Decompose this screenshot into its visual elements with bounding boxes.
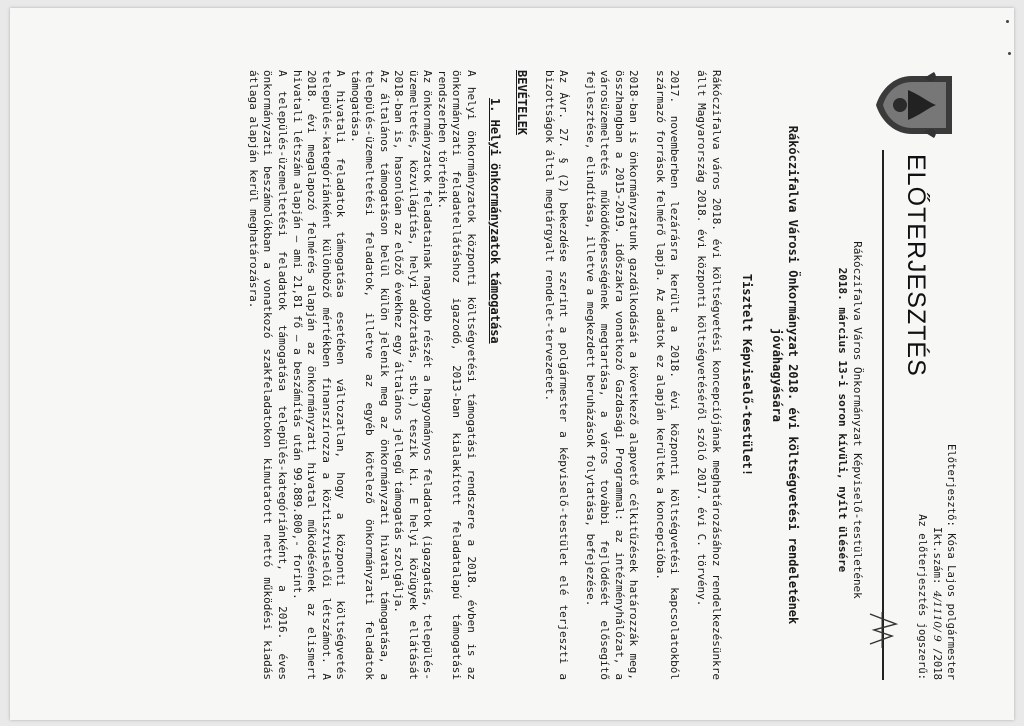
scan-speck — [1008, 52, 1011, 55]
document-header — [808, 70, 958, 680]
page-inner — [245, 70, 958, 680]
preparer-line: Előterjesztő: Kósa Lajos polgármester — [945, 444, 957, 680]
header-rule — [882, 150, 884, 680]
section-heading: BEVÉTELEK — [515, 70, 530, 136]
rotated-page-content — [10, 8, 1014, 720]
body-paragraph-2: Az önkormányzatok feladatainak nagyobb részét a hagyományos feladatok (igazgatás, település-üzemeltetés, közvilágítás, helyi adóztatás, stb.) teszik ki. E helyi közügyek ellátását 2018-ban is, hasonlóan az előző évekhez egy általános jellegű támogatás szolgálja. — [392, 70, 435, 680]
file-number-handwritten: 4/1110/ 9 — [930, 590, 943, 642]
city-crest-icon — [874, 70, 958, 140]
subject-line-1: Rákóczifalva Városi Önkormányzat 2018. évi költségvetési rendeletének — [786, 125, 800, 625]
document-meta — [915, 444, 958, 680]
subject-line-2: jóváhagyására — [770, 328, 785, 422]
document-title: ELŐTERJESZTÉS — [902, 154, 930, 377]
file-number-prefix: Ikt.szám: — [930, 526, 943, 591]
scan-speck — [1006, 20, 1009, 23]
body-paragraph-5: A település-üzemeltetési feladatok támogatása település-kategóriánként, a 2016. éves önkormányzati beszámolókban a vonatkozó szakfeladatokon kimutatott nettó működési kiadás átlaga alapján kerül meghatározásra. — [246, 70, 289, 680]
file-number-line — [929, 444, 943, 680]
body-paragraph-1: A helyi önkormányzatok központi költségvetési támogatási rendszere a 2018. évben is az önkormányzati feladatellátáshoz igazodó, 2013-ban kialakított feladatalapú támogatási rendszerben történik. — [435, 70, 478, 680]
addressee-line-1: Rákóczifalva Város Önkormányzat Képviselő-testületének — [851, 241, 864, 599]
body-text — [245, 70, 477, 680]
addressee-line-2: 2018. március 13-i soron kívüli, nyílt ülésére — [836, 267, 850, 573]
file-number-suffix: /2018 — [930, 641, 943, 680]
body-paragraph-4: A hivatali feladatok támogatása esetében változatlan, hogy a központi költségvetés település-kategóriánként különböző mértékben finanszírozza a köztisztviselői létszámot. A 2018. évi megalapozó felmérés alapján az önkormányzati hivatal működésének az elismert hivatali létszám alapján – ami 21,81 fő – a beszámítás után 99.889.800,- forint. — [290, 70, 348, 680]
paragraph-3: 2018-ban is önkormányzatunk gazdálkodását a következő alapvető célkitűzések határozzák meg, összhangban a 2015-2019. időszakra vonatkozó Gazdasági Programmal: az intézményhálózat, a városüzemeltetés működőképességének megtartása, a város további fejlődését elősegítő fejlesztése, elindítása, illetve a megkezdett beruházások folytatása, befejezése. — [583, 70, 641, 680]
subject — [768, 70, 800, 680]
body-paragraph-3: Az általános támogatáson belül külön jelenik meg az önkormányzati hivatal támogatása, a település-üzemeltetési feladatok, illetve az egyéb kötelező önkormányzati feladatok támogatása. — [348, 70, 391, 680]
paragraph-2: 2017. novemberben lezárásra került a 2018. évi központi költségvetési kapcsolatokból származó források felmérő lapja. Az adatok ez alapján kerültek a koncepcióba. — [653, 70, 682, 680]
greeting: Tisztelt Képviselő-testület! — [740, 273, 755, 477]
title-block — [899, 154, 932, 377]
paragraph-4: Az Ávr. 27. § (2) bekezdése szerint a polgármester a képviselő-testület elé terjeszti a bizottságok által megtárgyalt rendelet-tervezetet. — [542, 70, 571, 680]
addressee — [834, 220, 864, 620]
signature-icon — [866, 610, 900, 650]
document-page — [10, 8, 1014, 720]
legal-check-line: Az előterjesztés jogszerű: — [916, 514, 929, 680]
paragraph-1: Rákóczifalva város 2018. évi költségvetési koncepciójának meghatározásához rendelkezésünkre állt Magyarország 2018. évi központi költségvetéséről szóló 2017. évi C. törvény. — [695, 70, 723, 680]
sub-heading: 1. Helyi önkormányzatok támogatása — [487, 98, 502, 344]
